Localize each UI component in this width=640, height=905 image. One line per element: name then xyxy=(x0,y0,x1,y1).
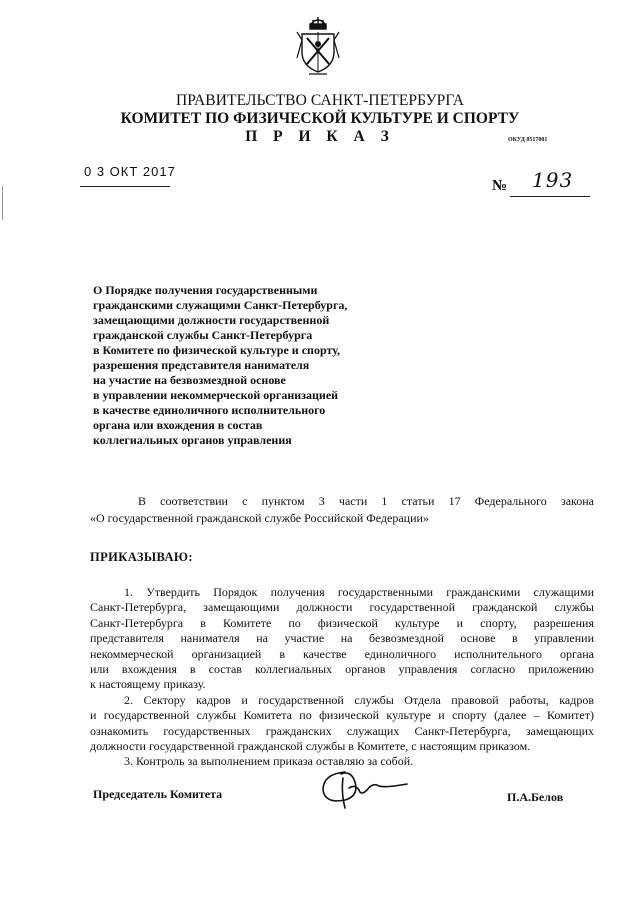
item-2-line: ознакомить государственных гражданских служащих Санкт-Петербурга, замещающих xyxy=(90,723,594,738)
item-2-line: 2. Сектору кадров и государственной службы Отдела правовой работы, кадров xyxy=(124,692,594,707)
document-type-heading: П Р И К А З xyxy=(245,128,395,145)
handwritten-signature xyxy=(315,764,411,812)
number-underline xyxy=(510,196,590,197)
title-line: в качестве единоличного исполнительного xyxy=(93,403,326,417)
item-1-line: Санкт-Петербурга в Комитете по физической культуре и спорту, разрешения xyxy=(90,615,594,630)
title-line: коллегиальных органов управления xyxy=(93,433,292,447)
item-2-line: должности государственной гражданской службы в Комитете, с настоящим приказом. xyxy=(90,739,531,754)
item-3-line: 3. Контроль за выполнением приказа оставляю за собой. xyxy=(124,754,414,769)
preamble xyxy=(90,493,594,527)
preamble-line: В соответствии с пунктом 3 части 1 статьи 17 Федерального закона xyxy=(138,494,594,508)
item-1-line: Санкт-Петербурга, замещающими должности государственной гражданской службы xyxy=(90,600,594,615)
scan-edge-mark xyxy=(2,186,3,220)
title-line: в Комитете по физической культуре и спорту, xyxy=(93,343,340,357)
item-1-line: некоммерческой организацией в качестве единоличного исполнительного органа xyxy=(90,646,594,661)
title-line: в управлении некоммерческой организацией xyxy=(93,388,339,402)
title-line: разрешения представителя нанимателя xyxy=(93,358,310,372)
coat-of-arms-icon xyxy=(293,14,343,78)
title-line: замещающими должности государственной xyxy=(93,313,330,327)
title-line: О Порядке получения государственными xyxy=(93,283,318,297)
number-label: № xyxy=(492,178,508,194)
signatory-name: П.А.Белов xyxy=(507,790,564,804)
okud-code: ОКУД 0517001 xyxy=(508,137,548,143)
preamble-line: «О государственной гражданской службе Российской Федерации» xyxy=(90,511,429,525)
signatory-position: Председатель Комитета xyxy=(93,787,223,801)
document-date: 0 3 ОКТ 2017 xyxy=(84,164,176,179)
committee-heading: КОМИТЕТ ПО ФИЗИЧЕСКОЙ КУЛЬТУРЕ И СПОРТУ xyxy=(120,110,520,127)
item-1-line: 1. Утвердить Порядок получения государственными гражданскими служащими xyxy=(124,585,594,599)
document-title xyxy=(93,283,393,448)
item-2-line: и государственной службы Комитета по физической культуре и спорту (далее – Комитет) xyxy=(90,708,594,723)
date-underline xyxy=(80,186,170,187)
item-1-line: к настоящему приказу. xyxy=(90,677,206,692)
document-number: 193 xyxy=(532,168,574,192)
government-heading: ПРАВИТЕЛЬСТВО САНКТ-ПЕТЕРБУРГА xyxy=(175,92,465,109)
item-1-line: представителя нанимателя на участие на безвозмездной основе в управлении xyxy=(90,631,594,646)
title-line: гражданской службы Санкт-Петербурга xyxy=(93,328,313,342)
order-word: ПРИКАЗЫВАЮ: xyxy=(90,550,193,564)
order-body xyxy=(90,585,594,770)
title-line: органа или вхождения в состав xyxy=(93,418,263,432)
title-line: на участие на безвозмездной основе xyxy=(93,373,286,387)
title-line: гражданскими служащими Санкт-Петербурга, xyxy=(93,298,348,312)
item-1-line: или вхождения в состав коллегиальных органов управления согласно приложению xyxy=(90,662,594,677)
